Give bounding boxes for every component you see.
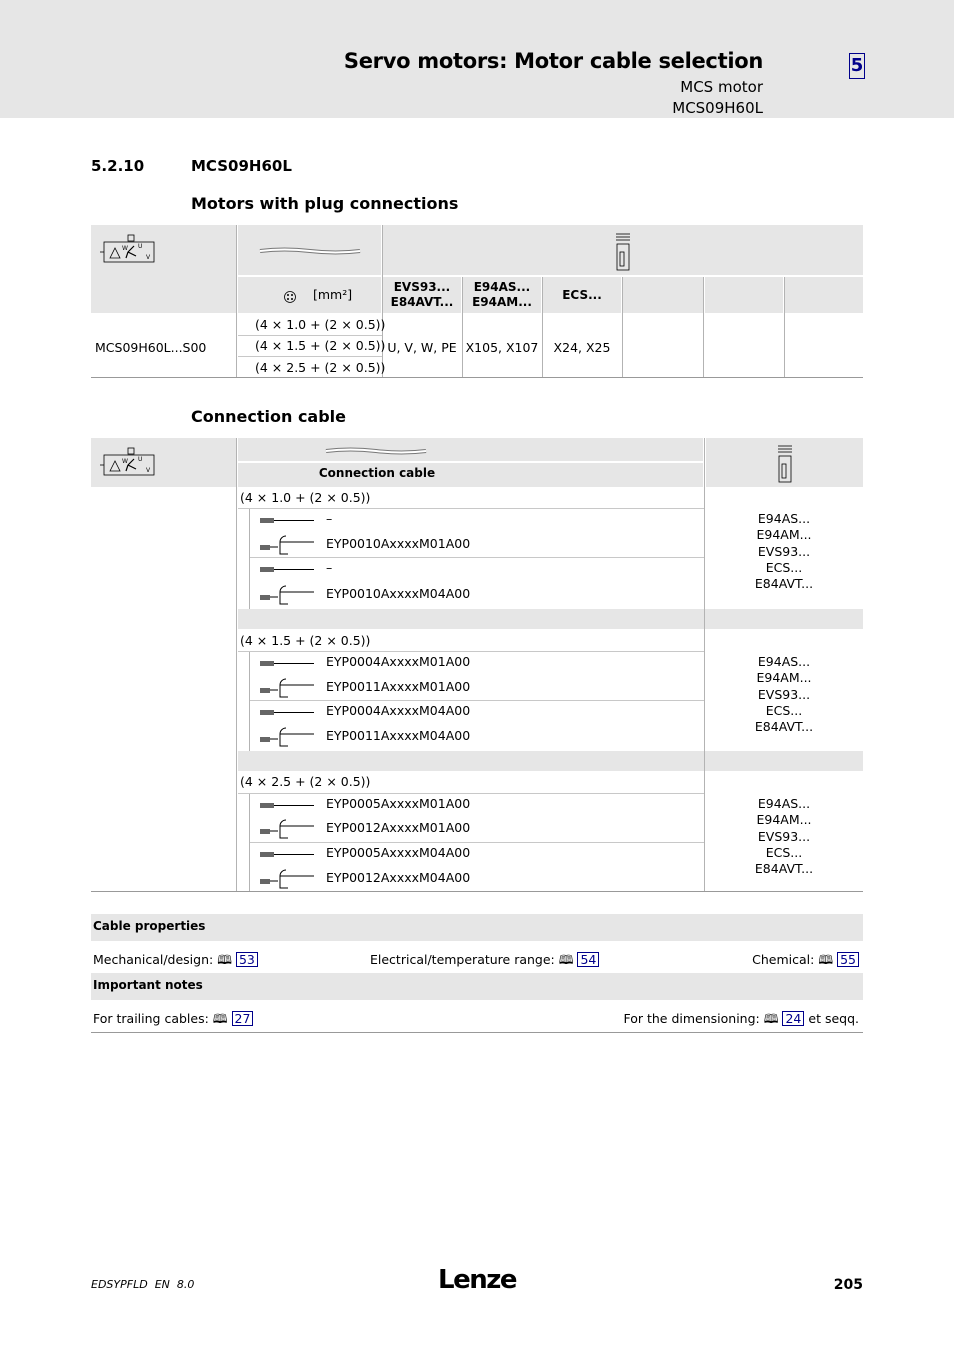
cable-code: EYP0010AxxxxM01A00 <box>326 536 471 551</box>
book-icon: 🕮 <box>558 952 574 967</box>
page-link-55[interactable]: 55 <box>837 952 859 967</box>
group-cross-section: (4 × 1.0 + (2 × 0.5)) <box>240 490 371 505</box>
mechanical-ref: Mechanical/design: 🕮 53 <box>93 951 258 972</box>
angled-plug-icon <box>258 866 318 890</box>
motor-icon <box>100 234 156 264</box>
compatible-devices: E94AS... E94AM... EVS93... ECS... E84AVT... <box>754 511 814 592</box>
cable-table-heading: Connection cable <box>191 407 347 426</box>
angled-plug-icon <box>258 724 318 748</box>
terminal-motor: U, V, W, PE <box>387 340 457 355</box>
col-header-e94: E94AS... E94AM... <box>472 280 532 309</box>
electrical-ref: Electrical/temperature range: 🕮 54 <box>370 951 599 972</box>
angled-plug-icon <box>258 582 318 606</box>
col-header-evs: EVS93... E84AVT... <box>390 280 454 309</box>
cross-section-2: (4 × 1.5 + (2 × 0.5)) <box>255 338 386 353</box>
cross-section-1: (4 × 1.0 + (2 × 0.5)) <box>255 317 386 332</box>
group-cross-section: (4 × 2.5 + (2 × 0.5)) <box>240 774 371 789</box>
cable-code: EYP0011AxxxxM01A00 <box>326 679 471 694</box>
page-link-24[interactable]: 24 <box>782 1011 804 1026</box>
compatible-devices: E94AS... E94AM... EVS93... ECS... E84AVT... <box>754 796 814 877</box>
svg-text:W: W <box>122 245 128 252</box>
straight-plug-icon <box>258 849 318 861</box>
page-title: Servo motors: Motor cable selection <box>343 49 763 73</box>
svg-text:U: U <box>138 456 143 463</box>
terminal-e94: X105, X107 <box>465 340 539 355</box>
controller-icon <box>614 232 632 272</box>
straight-plug-icon <box>258 707 318 719</box>
cable-properties-title: Cable properties <box>93 919 206 933</box>
page-link-27[interactable]: 27 <box>232 1011 254 1026</box>
svg-text:V: V <box>146 254 151 261</box>
cable-code: EYP0004AxxxxM01A00 <box>326 654 471 669</box>
chapter-number[interactable]: 5 <box>849 53 865 79</box>
motor-icon <box>100 447 156 477</box>
angled-plug-icon <box>258 532 318 556</box>
book-icon: 🕮 <box>217 952 232 967</box>
header-subtitle-2: MCS09H60L <box>672 99 763 117</box>
svg-text:W: W <box>122 458 128 465</box>
document-code: EDSYPFLD EN 8.0 <box>91 1278 195 1291</box>
straight-plug-icon <box>258 515 318 527</box>
chemical-ref: Chemical: 🕮 55 <box>752 951 859 972</box>
straight-plug-icon <box>258 564 318 576</box>
dimensioning-ref: For the dimensioning: 🕮 24 et seqq. <box>623 1011 859 1026</box>
lenze-logo: Lenze <box>438 1265 516 1295</box>
terminal-ecs: X24, X25 <box>553 340 611 355</box>
book-icon: 🕮 <box>212 1011 228 1026</box>
angled-plug-icon <box>258 816 318 840</box>
cable-code: EYP0012AxxxxM01A00 <box>326 820 471 835</box>
important-notes-title: Important notes <box>93 978 203 992</box>
col-header-ecs: ECS... <box>562 288 602 302</box>
cable-col-header: Connection cable <box>318 466 436 480</box>
cable-icon <box>324 447 428 455</box>
svg-text:U: U <box>138 243 143 250</box>
straight-plug-icon <box>258 800 318 812</box>
cable-code: EYP0004AxxxxM04A00 <box>326 703 471 718</box>
cable-code: EYP0010AxxxxM04A00 <box>326 586 471 601</box>
cable-code: EYP0011AxxxxM04A00 <box>326 728 471 743</box>
cable-code: EYP0012AxxxxM04A00 <box>326 870 471 885</box>
book-icon: 🕮 <box>763 1011 779 1026</box>
page-number: 205 <box>833 1277 863 1293</box>
cable-code: – <box>326 560 333 575</box>
plug-table-heading: Motors with plug connections <box>191 194 459 213</box>
connector-pins-icon <box>283 290 297 304</box>
compatible-devices: E94AS... E94AM... EVS93... ECS... E84AVT... <box>754 654 814 735</box>
header-subtitle-1: MCS motor <box>680 78 763 96</box>
book-icon: 🕮 <box>818 952 834 967</box>
cross-section-3: (4 × 2.5 + (2 × 0.5)) <box>255 360 386 375</box>
section-title: MCS09H60L <box>191 157 292 175</box>
cable-icon <box>258 247 362 255</box>
section-number: 5.2.10 <box>91 157 145 175</box>
controller-icon <box>776 444 794 484</box>
cable-code: EYP0005AxxxxM01A00 <box>326 796 471 811</box>
trailing-ref: For trailing cables: 🕮 27 <box>93 1010 253 1031</box>
group-cross-section: (4 × 1.5 + (2 × 0.5)) <box>240 633 371 648</box>
svg-text:V: V <box>146 467 151 474</box>
angled-plug-icon <box>258 675 318 699</box>
page-link-53[interactable]: 53 <box>236 952 258 967</box>
unit-label: [mm²] <box>313 287 353 302</box>
straight-plug-icon <box>258 658 318 670</box>
page-link-54[interactable]: 54 <box>577 952 599 967</box>
page-header <box>0 0 954 118</box>
cable-code: EYP0005AxxxxM04A00 <box>326 845 471 860</box>
cable-code: – <box>326 511 333 526</box>
motor-name: MCS09H60L...S00 <box>95 340 207 355</box>
